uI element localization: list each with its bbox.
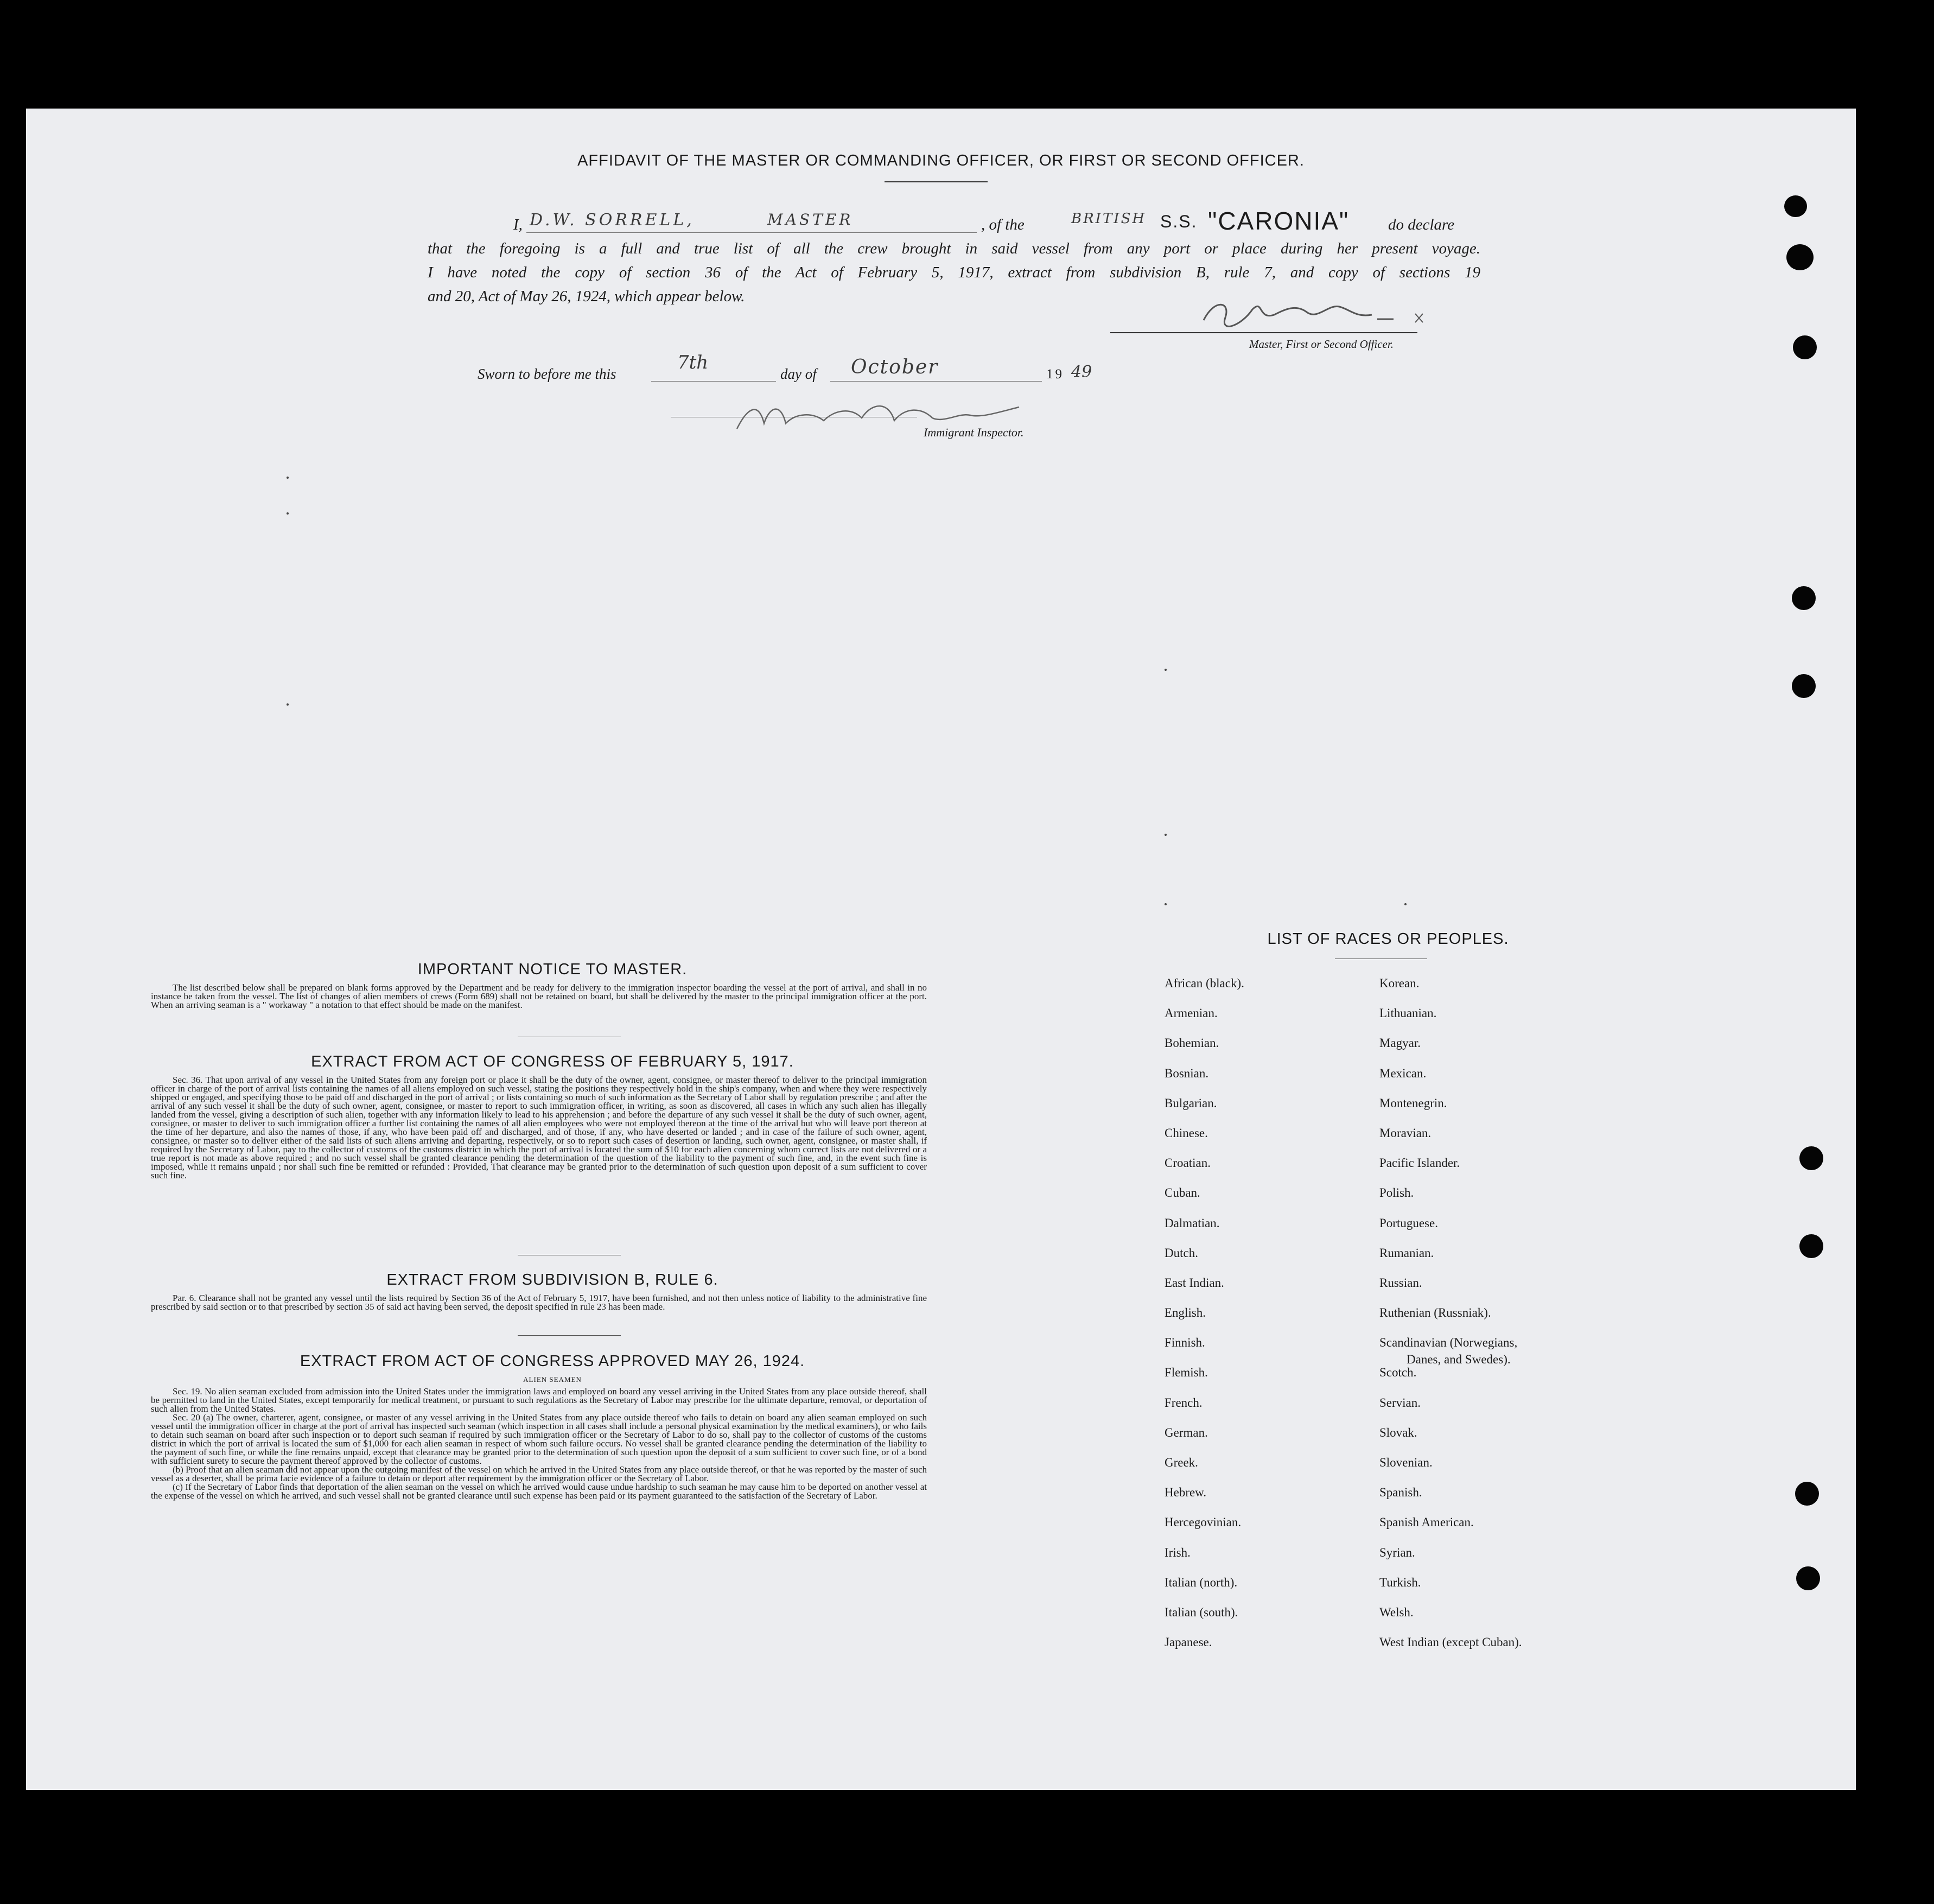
race-item: Dutch. <box>1165 1246 1198 1260</box>
nationality-handwritten: BRITISH <box>1071 211 1147 227</box>
signature-line <box>1110 332 1417 333</box>
extract-1924-body: Sec. 19. No alien seaman excluded from admission into the United States under the immigration laws and employed on board any vessel arriving in the United States from any place outside thereof, shall be permitted to land in the United States, except temporarily for medical treatment, or pursuant to such regulations as the Secretary of Labor may prescribe for the ultimate departure, removal, or deportation of such alien from the United States. Sec. 20 (a) The owner, charterer, agent, consignee, or master of any vessel arriving in the United States from any place outside thereof who fails to detain on board any alien seaman employed on such vessel until the immigration officer in charge at the port of arrival has inspected such seaman (which inspection in all cases shall include a personal physical examination by the medical examiners), or who fails to detain such seaman on board after such inspection or to deport such seaman if required by such immigration officer or the Secretary of Labor to do so, shall pay to the collector of customs of the customs district in which the port of arrival is located the sum of $1,000 for each alien seaman in respect of whom such failure occurs. No vessel shall be granted clearance pending the determination of the liability to the payment of such fine, or while the fine remains unpaid, except that clearance may be granted prior to the determination of such question upon the deposit of a sum sufficient to cover such fine, or of a bond with sufficient surety to secure the payment thereof approved by the collector of customs. (b) Proof that an alien seaman did not appear upon the outgoing manifest of the vessel on which he arrived in the United States from any place outside thereof, or that he was reported by the master of such vessel as a deserter, shall be prima facie evidence of a failure to detain or deport after requirement by the immigration officer or the Secretary of Labor. (c) If the Secretary of Labor finds that deportation of the alien seaman on the vessel on which he arrived would cause undue hardship to such seaman he may cause him to be deported on another vessel at the expense of the vessel on which he arrived, and such vessel shall not be granted clearance until such expense has been paid or its payment guaranteed to the satisfaction of the Secretary of Labor. <box>151 1386 927 1501</box>
races-title: LIST OF RACES OR PEOPLES. <box>1267 930 1509 948</box>
race-item: Italian (north). <box>1165 1575 1238 1589</box>
race-item: English. <box>1165 1306 1206 1320</box>
title-underline <box>885 181 988 182</box>
sworn-day-line <box>651 381 776 382</box>
race-item: Syrian. <box>1379 1545 1415 1559</box>
extract-1924-subtitle: ALIEN SEAMEN <box>523 1375 582 1383</box>
race-item: Russian. <box>1379 1275 1422 1290</box>
race-item: Greek. <box>1165 1456 1198 1469</box>
race-item: African (black). <box>1165 976 1244 990</box>
day-of-text: day of <box>780 366 817 382</box>
race-item: Spanish. <box>1379 1486 1422 1500</box>
races-column-1 <box>1165 977 1360 1666</box>
punch-hole <box>1799 1146 1823 1170</box>
sworn-month-line <box>830 381 1042 382</box>
extract-1917-body: Sec. 36. That upon arrival of any vessel in the United States from any foreign port or place it shall be the duty of the owner, agent, consignee, or master thereof to deliver to the principal immigration officer in charge of the port of arrival lists containing the names of all aliens employed on such vessel, stating the positions they respectively hold in the ship's company, when and where they were respectively shipped or engaged, and specifying those to be paid off and discharged in the port of arrival ; or lists containing so much of such information as the Secretary of Labor shall by regulation prescribe ; and after the arrival of any such vessel it shall be the duty of such owner, agent, consignee, or master to report to such immigration officer, in writing, as soon as discovered, all cases in which any such alien has illegally landed from the vessel, giving a description of such alien, together with any information likely to lead to his apprehension ; and before the departure of any such vessel it shall be the duty of such owner, agent, consignee, or master to deliver to such immigration officer a further list containing the names of all alien employees who were not employed thereon at the time of the arrival but who will leave port thereon at the time of her departure, and also the names of those, if any, who have been paid off and discharged, and of those, if any, who have deserted or landed ; and in case of the failure of such owner, agent, consignee, or master so to deliver either of the said lists of such aliens arriving and departing, respectively, or so to report such cases of desertion or landing, such owner, agent, consignee, or master shall, if required by the Secretary of Labor, pay to the collector of customs of the customs district in which the port of arrival is located the sum of $10 for each alien concerning whom correct lists are not delivered or a true report is not made as above required ; and no such vessel shall be granted clearance pending the determination of the question of the liability to the payment of such fine, and, in the event such fine is imposed, while it remains unpaid ; nor shall such fine be remitted or refunded : Provided, That clearance may be granted prior to the determination of such question upon deposit of a sum sufficient to cover such fine. <box>151 1075 927 1181</box>
punch-hole <box>1784 195 1807 217</box>
punch-hole <box>1793 335 1817 359</box>
punch-hole <box>1786 244 1814 270</box>
race-item: Rumanian. <box>1379 1246 1434 1260</box>
punch-hole <box>1792 674 1816 698</box>
dot-mark <box>287 477 289 479</box>
race-item: Irish. <box>1165 1545 1191 1559</box>
race-item: Finnish. <box>1165 1336 1205 1350</box>
affidavit-line-4: and 20, Act of May 26, 1924, which appear below. <box>428 288 745 305</box>
race-item: East Indian. <box>1165 1275 1224 1290</box>
race-item: Hercegovinian. <box>1165 1515 1242 1529</box>
affidavit-line-1: I, <box>513 216 523 233</box>
race-item: Hebrew. <box>1165 1486 1207 1500</box>
race-item: West Indian (except Cuban). <box>1379 1635 1522 1649</box>
race-item: Bohemian. <box>1165 1036 1219 1050</box>
race-item: Chinese. <box>1165 1126 1208 1140</box>
sworn-month-handwritten: October <box>851 356 939 378</box>
race-item: Lithuanian. <box>1379 1006 1437 1020</box>
ship-name: "CARONIA" <box>1208 207 1350 235</box>
sworn-text: Sworn to before me this <box>478 366 616 382</box>
race-item: Korean. <box>1379 976 1420 990</box>
dot-mark <box>1165 903 1167 905</box>
race-item: Turkish. <box>1379 1575 1421 1589</box>
race-item: Portuguese. <box>1379 1216 1438 1230</box>
race-item: Slovak. <box>1379 1425 1417 1439</box>
year-handwritten: 49 <box>1071 363 1092 382</box>
affidavit-title: AFFIDAVIT OF THE MASTER OR COMMANDING OFFICER, OR FIRST OR SECOND OFFICER. <box>577 152 1305 169</box>
race-item: Servian. <box>1379 1395 1421 1410</box>
race-item: Mexican. <box>1379 1066 1427 1080</box>
race-item: Welsh. <box>1379 1605 1414 1619</box>
race-item: Ruthenian (Russniak). <box>1379 1306 1491 1320</box>
punch-hole <box>1799 1234 1823 1258</box>
punch-hole <box>1796 1566 1820 1590</box>
punch-hole <box>1792 586 1816 610</box>
notice-title: IMPORTANT NOTICE TO MASTER. <box>417 961 688 978</box>
race-item: Polish. <box>1379 1186 1414 1200</box>
of-the-text: , of the <box>981 216 1025 233</box>
subdivision-title: EXTRACT FROM SUBDIVISION B, RULE 6. <box>386 1271 718 1289</box>
race-item: Moravian. <box>1379 1126 1432 1140</box>
punch-hole <box>1795 1482 1819 1506</box>
race-item: Italian (south). <box>1165 1605 1238 1619</box>
dot-mark <box>1404 903 1407 905</box>
notice-body: The list described below shall be prepared on blank forms approved by the Department and be ready for delivery to the immigration inspector boarding the vessel at the port of arrival, and shall in no instance be taken from the vessel. The list of changes of alien members of crews (Form 689) shall not be retained on board, but shall be delivered by the master to the principal immigration officer at the port. When an arriving seaman is a " workaway " a notation to that effect should be made on the manifest. <box>151 982 927 1010</box>
dot-mark <box>287 703 289 706</box>
dot-mark <box>287 512 289 515</box>
race-item: Magyar. <box>1379 1036 1421 1050</box>
race-item: German. <box>1165 1425 1208 1439</box>
subdivision-body: Par. 6. Clearance shall not be granted any vessel until the lists required by Section 36 of the Act of February 5, 1917, have been furnished, and not then unless notice of liability to the administrative fine prescribed by said section or to that prescribed by section 35 of said act having been served, the deposit specified in rule 23 has been made. <box>151 1293 927 1312</box>
sworn-day-handwritten: 7th <box>677 352 709 373</box>
races-column-2 <box>1379 977 1607 1666</box>
race-item: Armenian. <box>1165 1006 1218 1020</box>
race-item: Bulgarian. <box>1165 1096 1217 1110</box>
master-signature <box>1193 288 1432 337</box>
race-item: Croatian. <box>1165 1156 1211 1170</box>
race-item: Cuban. <box>1165 1186 1200 1200</box>
race-item: Scotch. <box>1379 1366 1417 1380</box>
dot-mark <box>1165 834 1167 836</box>
race-item: French. <box>1165 1395 1203 1410</box>
race-item-scandinavian-continued: Danes, and Swedes). <box>1407 1353 1511 1366</box>
affidavit-line-3: I have noted the copy of section 36 of the Act of February 5, 1917, extract from subdivision B, rule 7, and copy of sections 19 <box>428 264 1480 281</box>
race-item: Dalmatian. <box>1165 1216 1220 1230</box>
race-item: Japanese. <box>1165 1635 1212 1649</box>
affidavit-line-2: that the foregoing is a full and true list of all the crew brought in said vessel from any port or place during her present voyage. <box>428 240 1480 257</box>
master-caption: Master, First or Second Officer. <box>1249 338 1394 351</box>
ship-prefix: S.S. <box>1160 212 1198 231</box>
year-printed: 19 <box>1046 367 1064 382</box>
race-item: Spanish American. <box>1379 1515 1474 1529</box>
race-item: Slovenian. <box>1379 1456 1433 1469</box>
subdivision-divider <box>518 1335 621 1336</box>
name-blank-line <box>526 232 977 233</box>
race-item: Pacific Islander. <box>1379 1156 1460 1170</box>
document-page <box>26 109 1856 1790</box>
extract-1924-title: EXTRACT FROM ACT OF CONGRESS APPROVED MAY 26, 1924. <box>300 1353 805 1370</box>
extract-1917-title: EXTRACT FROM ACT OF CONGRESS OF FEBRUARY 5, 1917. <box>311 1053 794 1070</box>
dot-mark <box>1165 669 1167 671</box>
race-item: Montenegrin. <box>1379 1096 1447 1110</box>
inspector-caption: Immigrant Inspector. <box>924 426 1024 439</box>
race-item: Scandinavian (Norwegians, <box>1379 1336 1518 1350</box>
master-rank-handwritten: MASTER <box>767 211 854 229</box>
master-name-handwritten: D.W. SORRELL, <box>530 211 695 230</box>
race-item: Flemish. <box>1165 1366 1208 1380</box>
do-declare-text: do declare <box>1388 216 1455 233</box>
race-item: Bosnian. <box>1165 1066 1209 1080</box>
